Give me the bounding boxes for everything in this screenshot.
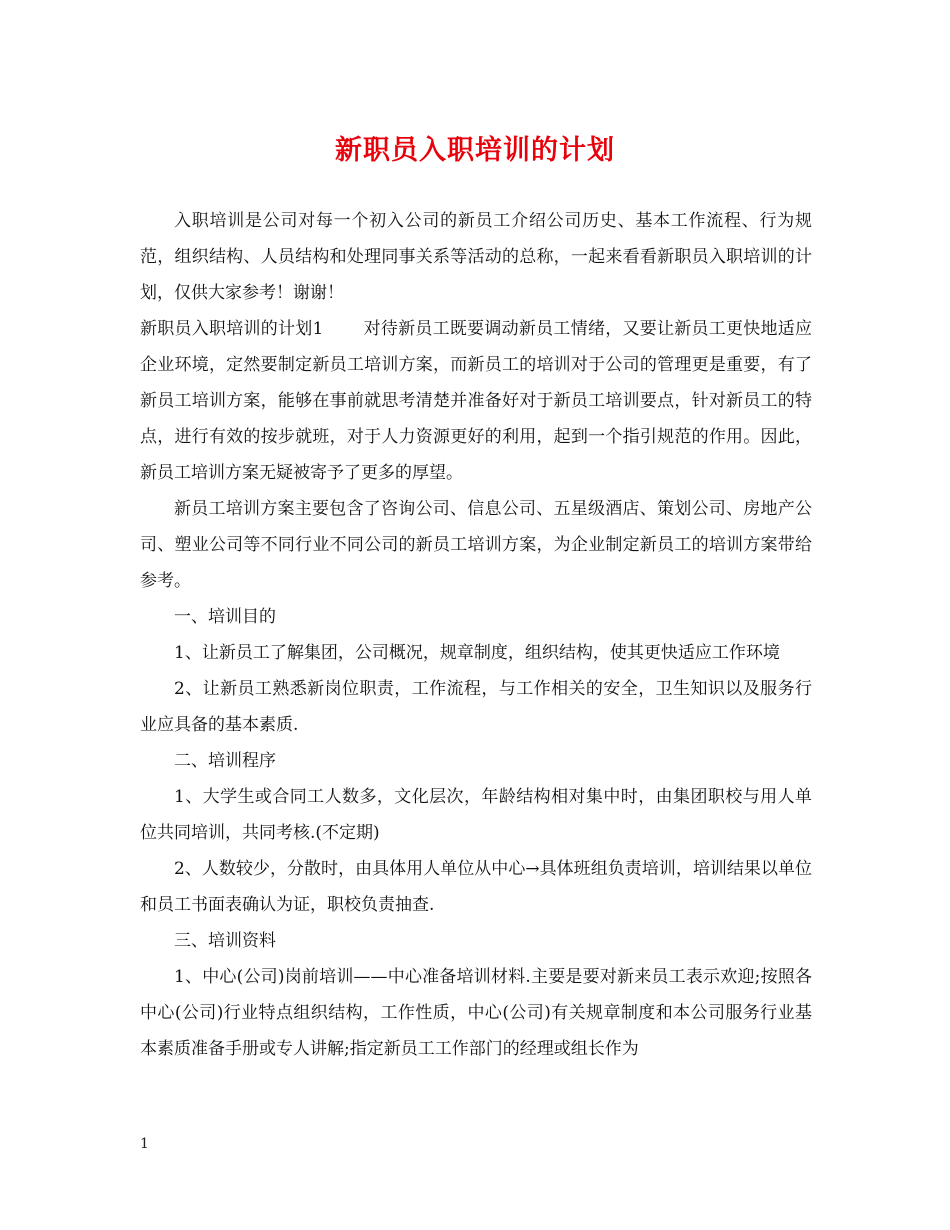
section-2-item-1: 1、大学生或合同工人数多，文化层次，年龄结构相对集中时，由集团职校与用人单位共同培训，共同考核.(不定期) <box>140 787 812 843</box>
page-number: 1 <box>140 1136 149 1152</box>
section-1-heading: 一、培训目的 <box>174 607 276 627</box>
document-title: 新职员入职培训的计划 <box>335 135 615 166</box>
section-3-heading: 三、培训资料 <box>174 931 276 951</box>
intro-paragraph: 入职培训是公司对每一个初入公司的新员工介绍公司历史、基本工作流程、行为规范，组织结构、人员结构和处理同事关系等活动的总称，一起来看看新职员入职培训的计划，仅供大家参考！谢谢！ <box>140 211 812 303</box>
document-body <box>140 203 812 1067</box>
section-1-item-2: 2、让新员工熟悉新岗位职责，工作流程，与工作相关的安全，卫生知识以及服务行业应具备的基本素质. <box>140 679 812 735</box>
section-2-heading: 二、培训程序 <box>174 751 276 771</box>
section-1-item-1: 1、让新员工了解集团，公司概况，规章制度，组织结构，使其更快适应工作环境 <box>174 643 780 663</box>
section-3-item-1: 1、中心(公司)岗前培训——中心准备培训材料.主要是要对新来员工表示欢迎;按照各中心(公司)行业特点组织结构，工作性质，中心(公司)有关规章制度和本公司服务行业基本素质准备手册或专人讲解;指定新员工工作部门的经理或组长作为 <box>140 967 812 1059</box>
plan1-heading: 新职员入职培训的计划1 <box>140 319 324 339</box>
paragraph-2: 新员工培训方案主要包含了咨询公司、信息公司、五星级酒店、策划公司、房地产公司、塑业公司等不同行业不同公司的新员工培训方案，为企业制定新员工的培训方案带给参考。 <box>140 499 812 591</box>
plan1-text: 对待新员工既要调动新员工情绪，又要让新员工更快地适应企业环境，定然要制定新员工培训方案，而新员工的培训对于公司的管理更是重要，有了新员工培训方案，能够在事前就思考清楚并准备好对于新员工培训要点，针对新员工的特点，进行有效的按步就班，对于人力资源更好的利用，起到一个指引规范的作用。因此，新员工培训方案无疑被寄予了更多的厚望。 <box>140 319 812 483</box>
plan1-paragraph <box>140 311 812 491</box>
section-2-item-2: 2、人数较少，分散时，由具体用人单位从中心→具体班组负责培训，培训结果以单位和员工书面表确认为证，职校负责抽查. <box>140 859 812 915</box>
